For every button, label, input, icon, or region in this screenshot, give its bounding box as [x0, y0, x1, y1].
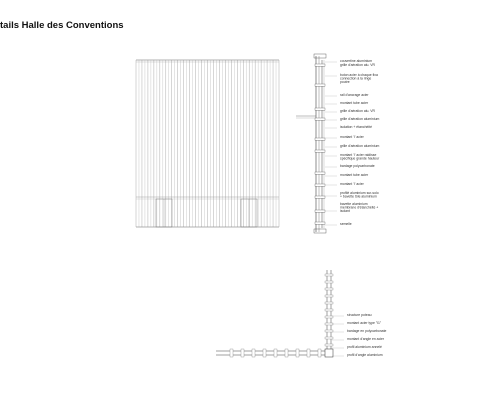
- plan-fixing: [325, 302, 333, 304]
- section-label: semelle: [340, 222, 352, 226]
- plan-fixing: [325, 281, 333, 283]
- section-label: membrane d'étanchéité +: [340, 205, 379, 210]
- plan-fixing: [274, 349, 277, 357]
- section-label: isolation + étanchéité: [340, 125, 372, 129]
- section-fixing: [315, 184, 325, 186]
- corner-post: [325, 349, 333, 357]
- plan-fixing: [307, 349, 310, 357]
- plan-fixing: [325, 295, 333, 297]
- plan-fixing: [325, 288, 333, 290]
- section-fixing: [315, 108, 325, 110]
- plan-fixing: [325, 309, 333, 311]
- section-label: couvertine aluminium: [340, 59, 373, 63]
- section-fixing: [315, 196, 325, 198]
- plan-label: profil aluminium annelé: [347, 345, 382, 349]
- section-label: buton acier à chaque fixa: [340, 73, 378, 77]
- plan-fixing: [285, 349, 288, 357]
- section-label: connection à la ringe: [340, 76, 372, 81]
- plan-fixing: [325, 330, 333, 332]
- section-fixing: [315, 222, 325, 224]
- section-label: montant 'I' acier: [340, 135, 364, 139]
- section-label: montant tube acier: [340, 101, 369, 105]
- section-label: rail d'ancrage acier: [340, 93, 369, 97]
- section-label: montant 'I' acier raidisse: [340, 153, 377, 157]
- plan-label: structure poteau: [347, 313, 372, 317]
- plan-label: profil d'angle aluminium: [347, 353, 383, 357]
- corner-plan-detail: [216, 270, 344, 357]
- section-label: profilé aluminium sur-solo: [340, 191, 379, 195]
- plan-label: montant acier type "I1": [347, 321, 382, 325]
- section-label: montant tube acier: [340, 173, 369, 177]
- section-fixing: [315, 150, 325, 152]
- section-label: spécifique grande hauteur: [340, 156, 380, 161]
- plan-fixing: [241, 349, 244, 357]
- facade-elevation: [136, 60, 279, 227]
- plan-fixing: [325, 274, 333, 276]
- plan-annotations: [347, 313, 387, 357]
- section-label: grille d'aération alu. VR: [340, 63, 375, 67]
- plan-fixing: [263, 349, 266, 357]
- section-label: bardage polycarbonate: [340, 164, 375, 168]
- plan-fixing: [325, 344, 333, 346]
- section-fixing: [315, 118, 325, 120]
- section-fixing: [315, 172, 325, 174]
- section-label: bavette aluminium: [340, 202, 368, 206]
- section-fixing: [315, 84, 325, 86]
- plan-label: bardage en polycarbonate: [347, 329, 387, 333]
- plan-fixing: [325, 337, 333, 339]
- section-label: grille d'aération aluminium: [340, 117, 380, 121]
- section-fixing: [315, 64, 325, 66]
- plan-fixing: [252, 349, 255, 357]
- section-label: grille d'aération alu. VR: [340, 109, 375, 113]
- section-label: grille d'aération aluminium: [340, 144, 380, 148]
- section-label: poutre: [340, 80, 350, 84]
- section-fixing: [315, 210, 325, 212]
- section-label: isolant: [340, 209, 350, 213]
- plan-fixing: [325, 316, 333, 318]
- section-fixing: [315, 138, 325, 140]
- section-label: + bavette tôle aluminium: [340, 194, 377, 199]
- wall-section: [296, 54, 337, 233]
- section-label: montant 'I' acier: [340, 182, 364, 186]
- plan-fixing: [318, 349, 321, 357]
- plan-label: montant d'angle en acier: [347, 337, 385, 341]
- plan-fixing: [325, 323, 333, 325]
- plan-fixing: [296, 349, 299, 357]
- plan-fixing: [230, 349, 233, 357]
- section-annotations: [340, 59, 380, 226]
- page-title: tails Halle des Conventions: [0, 20, 124, 31]
